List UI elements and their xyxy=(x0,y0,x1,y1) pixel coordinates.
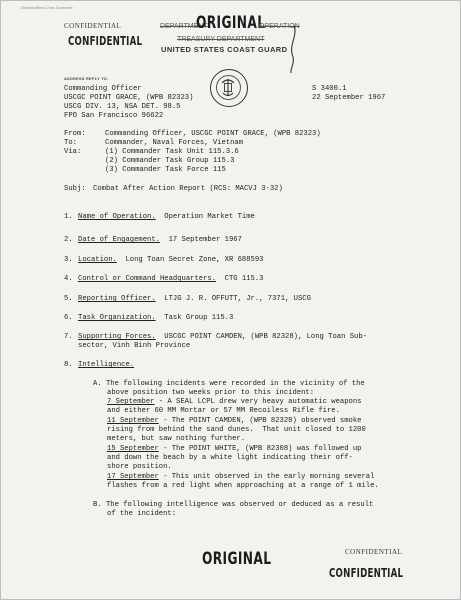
intel-entry-4: 17 September - This unit observed in the early morning several xyxy=(107,473,375,481)
intel-entry-2-cont-2: meters, but saw nothing further. xyxy=(107,435,246,443)
item-2-value: 17 September 1967 xyxy=(168,236,242,244)
dept-line-left: DEPARTMENT xyxy=(160,23,208,30)
item-2: 2. Date of Engagement. 17 September 1967 xyxy=(64,236,242,244)
intel-entry-2: 11 September - The POINT CAMDEN, (WPB 82328) observed smoke xyxy=(107,417,362,425)
item-7: 7. Supporting Forces. USCGC POINT CAMDEN, (WPB 82328), Long Toan Sub- xyxy=(64,333,368,341)
item-3: 3. Location. Long Toan Secret Zone, XR 688593 xyxy=(64,256,264,264)
intel-entry-1: 7 September - A SEAL LCPL drew very heavy automatic weapons xyxy=(107,398,362,406)
from-label: From: xyxy=(64,130,86,138)
watermark-tiny: Declassified Lines Scanned xyxy=(21,5,73,10)
confidential-stamp-top: CONFIDENTIAL xyxy=(68,34,143,48)
address-line-1: Commanding Officer xyxy=(64,85,142,93)
address-line-3: USCG DIV. 13, NSA DET. 98.5 xyxy=(64,103,181,111)
intel-a-line-2: above position two weeks prior to this incident: xyxy=(107,389,315,397)
item-1-label: Name of Operation. xyxy=(78,213,156,221)
uscg-line: UNITED STATES COAST GUARD xyxy=(161,45,288,54)
item-7-value: USCGC POINT CAMDEN, (WPB 82328), Long Toan Sub- xyxy=(164,333,368,341)
to-label: To: xyxy=(64,139,77,147)
address-line-4: FPO San Francisco 96622 xyxy=(64,112,164,120)
dept-line-right: OPERATION xyxy=(259,23,300,30)
item-5: 5. Reporting Officer. LTJG J. R. OFFUTT, Jr., 7371, USCG xyxy=(64,295,311,303)
original-stamp-bottom: ORIGINAL xyxy=(202,549,272,569)
intel-entry-2-cont-1: rising from behind the sand dunes. That unit closed to 1200 xyxy=(107,426,366,434)
address-reply-label: ADDRESS REPLY TO: xyxy=(64,77,109,81)
treasury-line: TREASURY DEPARTMENT xyxy=(177,36,265,43)
confidential-typed-top: CONFIDENTIAL xyxy=(64,22,122,30)
item-6-value: Task Group 115.3 xyxy=(164,314,234,322)
item-6-label: Task Organization. xyxy=(78,314,156,322)
item-4-label: Control or Command Headquarters. xyxy=(78,275,217,283)
item-6: 6. Task Organization. Task Group 115.3 xyxy=(64,314,234,322)
handwritten-mark xyxy=(284,23,300,75)
intel-entry-3: 15 September - The POINT WHITE, (WPB 82308) was followed up xyxy=(107,445,362,453)
item-8-label: Intelligence. xyxy=(78,361,135,369)
item-7-label: Supporting Forces. xyxy=(78,333,156,341)
via-item-3: (3) Commander Task Force 115 xyxy=(105,166,226,174)
item-3-value: Long Toan Secret Zone, XR 688593 xyxy=(125,256,264,264)
intel-b-line-2: of the incident: xyxy=(107,510,177,518)
via-item-1: (1) Commander Task Unit 115.3.6 xyxy=(105,148,239,156)
address-line-2: USCGC POINT GRACE, (WPB 82323) xyxy=(64,94,194,102)
item-5-value: LTJG J. R. OFFUTT, Jr., 7371, USCG xyxy=(164,295,311,303)
via-item-2: (2) Commander Task Group 115.3 xyxy=(105,157,235,165)
intel-entry-1-cont: and either 60 MM Mortar or 57 MM Recoiless Rifle fire. xyxy=(107,407,340,415)
via-label: Via: xyxy=(64,148,82,156)
intel-entry-3-cont-1: and down the beach by a white light indicating their off- xyxy=(107,454,353,462)
item-4: 4. Control or Command Headquarters. CTG 115.3 xyxy=(64,275,264,283)
subject-label: Subj: xyxy=(64,185,86,193)
confidential-typed-bottom: CONFIDENTIAL xyxy=(345,548,403,556)
reference-number: S 3400.1 xyxy=(312,85,347,93)
original-stamp-top: ORIGINAL xyxy=(196,13,266,33)
item-4-value: CTG 115.3 xyxy=(224,275,264,283)
intel-a-line-1: A. The following incidents were recorded in the vicinity of the xyxy=(93,380,365,388)
from-value: Commanding Officer, USCGC POINT GRACE, (WPB 82323) xyxy=(105,130,321,138)
item-2-label: Date of Engagement. xyxy=(78,236,160,244)
item-8: 8. Intelligence. xyxy=(64,361,135,369)
intel-entry-3-cont-2: shore position. xyxy=(107,463,172,471)
subject-value: Combat After Action Report (RCS: MACVJ 3-32) xyxy=(93,185,283,193)
to-value: Commander, Naval Forces, Vietnam xyxy=(105,139,244,147)
confidential-stamp-bottom: CONFIDENTIAL xyxy=(329,566,404,580)
item-1-value: Operation Market Time xyxy=(164,213,255,221)
intel-b-line-1: B. The following intelligence was observed or deduced as a result xyxy=(93,501,374,509)
item-1: 1. Name of Operation. Operation Market Time xyxy=(64,213,255,221)
item-5-label: Reporting Officer. xyxy=(78,295,156,303)
item-3-label: Location. xyxy=(78,256,117,264)
reference-date: 22 September 1967 xyxy=(312,94,386,102)
item-7-value-cont: sector, Vinh Binh Province xyxy=(78,342,191,350)
coast-guard-seal-icon xyxy=(210,69,248,107)
intel-entry-4-cont: flashes from a red light when approaching at a range of 1 mile. xyxy=(107,482,379,490)
